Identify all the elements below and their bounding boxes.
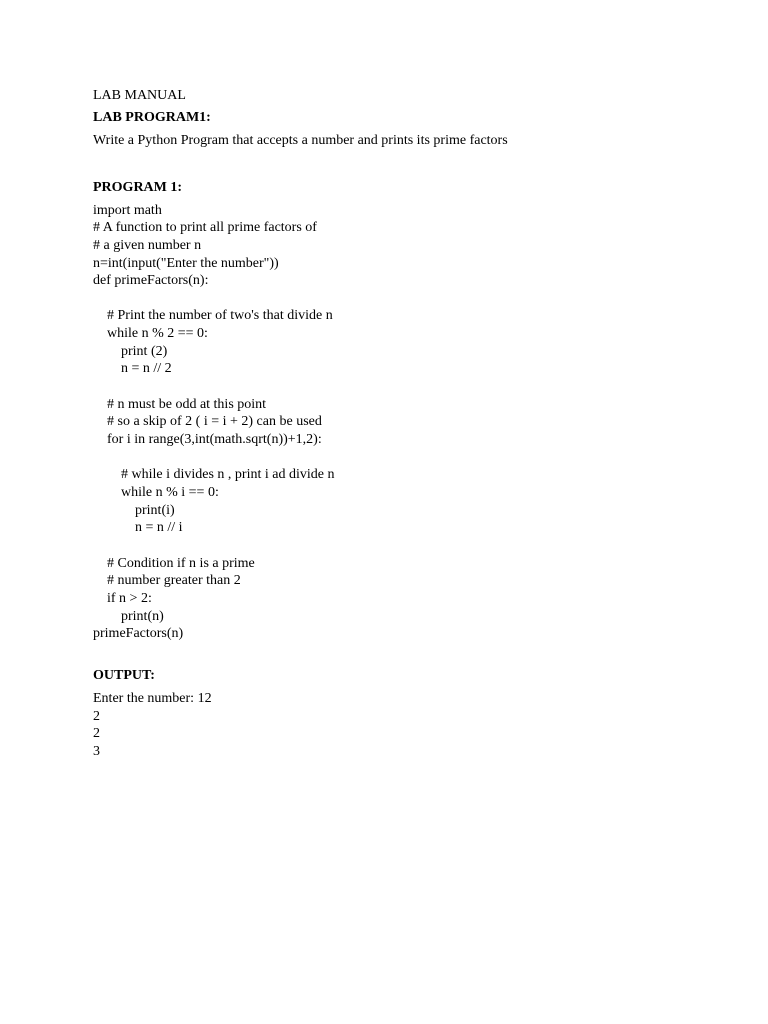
code-line: primeFactors(n)	[93, 626, 184, 641]
output-heading: OUTPUT:	[93, 668, 155, 683]
output-line: 2	[93, 726, 100, 741]
lab-program-heading: LAB PROGRAM1:	[93, 110, 211, 125]
code-line: def primeFactors(n):	[93, 273, 209, 288]
code-line: # while i divides n , print i ad divide n	[121, 467, 335, 482]
code-line: for i in range(3,int(math.sqrt(n))+1,2):	[107, 432, 322, 447]
code-line: n = n // 2	[121, 361, 172, 376]
code-line: # n must be odd at this point	[107, 397, 267, 412]
code-line: n=int(input("Enter the number"))	[93, 256, 279, 271]
output-line: Enter the number: 12	[93, 691, 212, 706]
code-line: import math	[93, 203, 162, 218]
code-line: # so a skip of 2 ( i = i + 2) can be used	[107, 414, 322, 429]
code-line: print(i)	[135, 503, 175, 518]
code-line: # number greater than 2	[107, 573, 241, 588]
code-line: # A function to print all prime factors of	[93, 220, 317, 235]
code-line: print(n)	[121, 609, 164, 624]
code-line: if n > 2:	[107, 591, 152, 606]
output-line: 2	[93, 709, 100, 724]
code-line: # a given number n	[93, 238, 202, 253]
code-line: n = n // i	[135, 520, 183, 535]
code-line: print (2)	[121, 344, 168, 359]
program-heading: PROGRAM 1:	[93, 180, 183, 195]
code-line: # Print the number of two's that divide n	[107, 308, 333, 323]
manual-title: LAB MANUAL	[93, 88, 186, 103]
code-line: while n % i == 0:	[121, 485, 219, 500]
output-line: 3	[93, 744, 100, 759]
code-line: # Condition if n is a prime	[107, 556, 255, 571]
code-line: while n % 2 == 0:	[107, 326, 208, 341]
task-description: Write a Python Program that accepts a number and prints its prime factors	[93, 133, 508, 148]
